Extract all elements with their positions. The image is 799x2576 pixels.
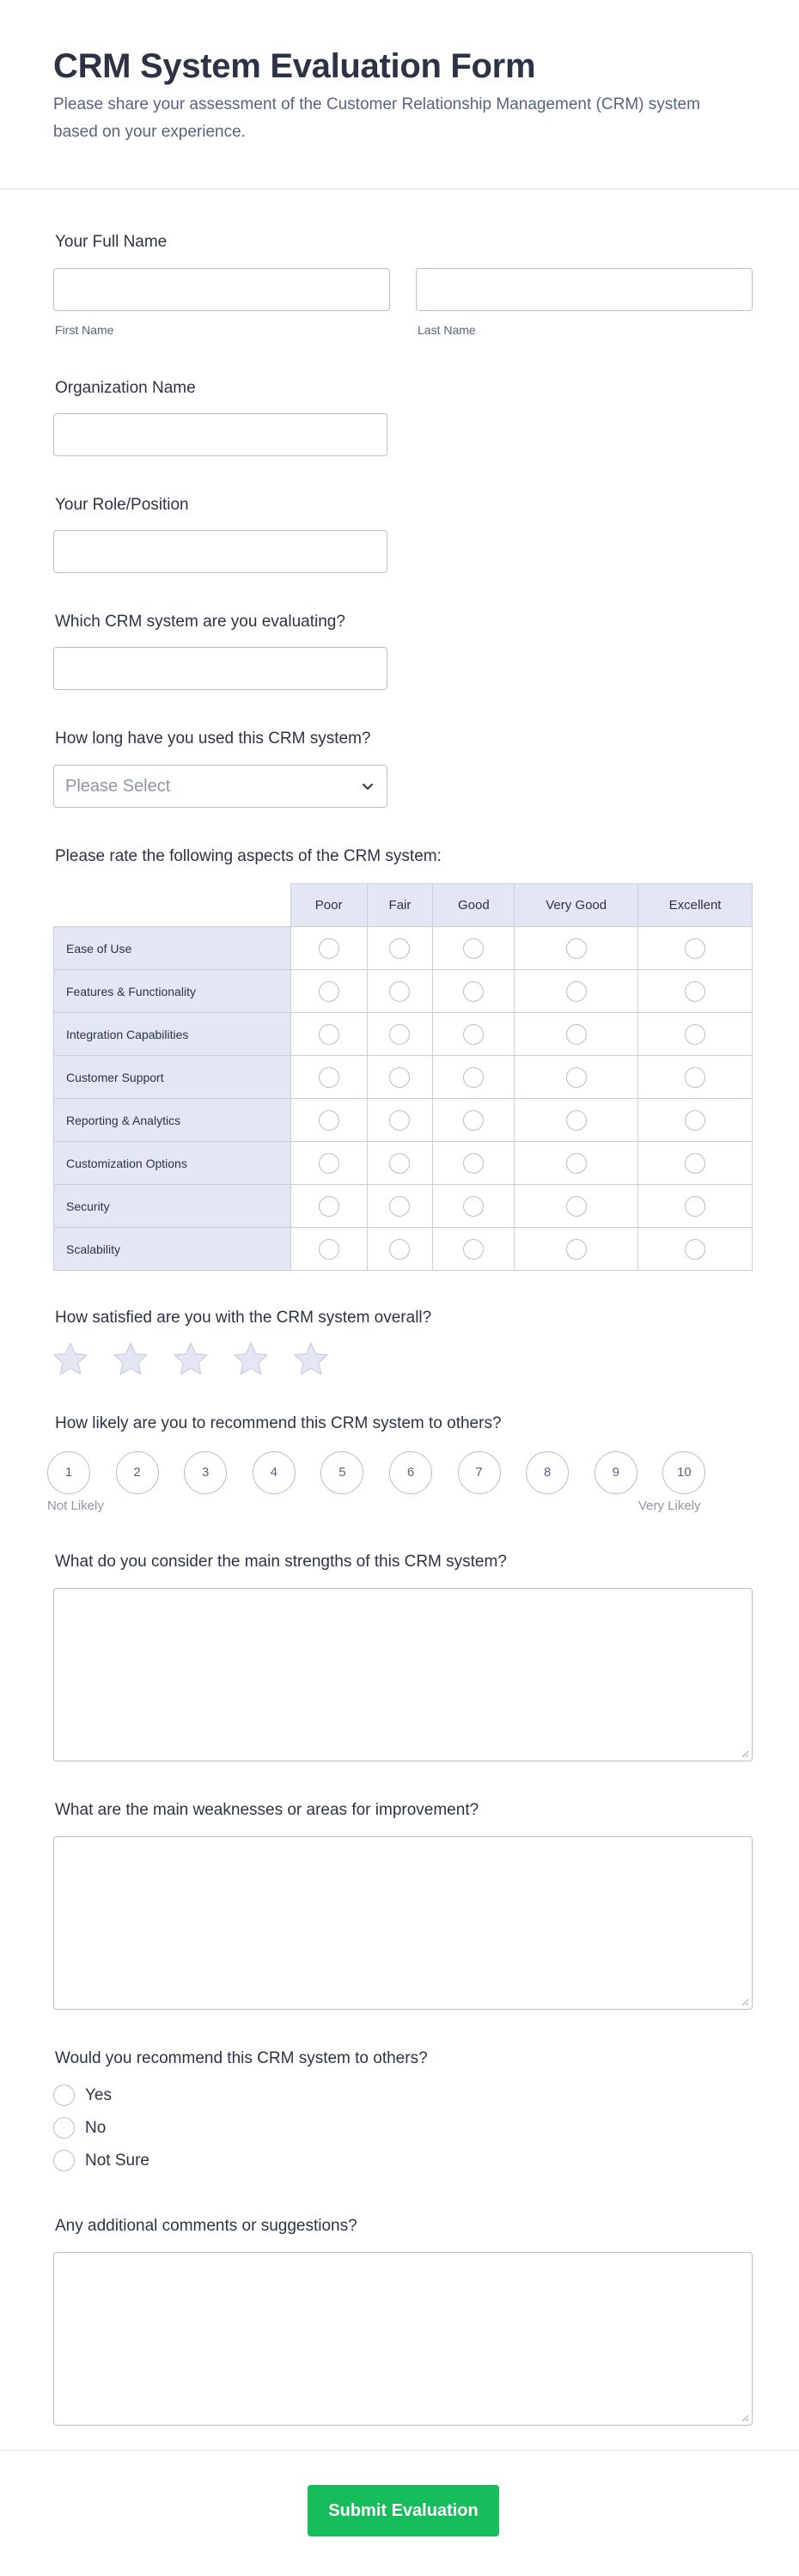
matrix-row-label: Integration Capabilities <box>54 1013 291 1056</box>
matrix-cell <box>638 970 753 1013</box>
matrix-radio[interactable] <box>685 938 705 959</box>
matrix-cell <box>367 970 433 1013</box>
matrix-radio[interactable] <box>463 1196 484 1217</box>
matrix-radio[interactable] <box>463 1239 484 1260</box>
matrix-radio[interactable] <box>463 1067 484 1088</box>
matrix-row <box>54 1185 753 1228</box>
chevron-down-icon <box>359 778 376 795</box>
star-icon[interactable] <box>172 1340 210 1378</box>
matrix-radio[interactable] <box>389 1067 410 1088</box>
first-name-input[interactable] <box>53 268 390 311</box>
matrix-cell <box>433 1056 515 1099</box>
matrix-cell <box>515 1142 638 1185</box>
matrix-col-header: Good <box>433 884 515 927</box>
last-name-input[interactable] <box>416 268 753 311</box>
matrix-cell <box>433 970 515 1013</box>
matrix-cell <box>515 1099 638 1142</box>
matrix-row-label: Security <box>54 1185 291 1228</box>
matrix-radio[interactable] <box>685 1153 705 1174</box>
matrix-radio[interactable] <box>389 1024 410 1045</box>
matrix-radio[interactable] <box>685 1239 705 1260</box>
matrix-cell <box>367 1185 433 1228</box>
matrix-cell <box>638 1185 753 1228</box>
matrix-radio[interactable] <box>389 938 410 959</box>
matrix-row-label: Customer Support <box>54 1056 291 1099</box>
submit-evaluation-button[interactable]: Submit Evaluation <box>308 2485 499 2536</box>
weaknesses-label: What are the main weaknesses or areas for improvement? <box>55 1801 479 1819</box>
matrix-col-header: Fair <box>367 884 433 927</box>
matrix-radio[interactable] <box>319 938 339 959</box>
matrix-radio[interactable] <box>389 981 410 1002</box>
scale-option[interactable]: 7 <box>458 1451 501 1494</box>
matrix-row <box>54 1099 753 1142</box>
resize-handle-icon[interactable] <box>741 2414 749 2422</box>
matrix-radio[interactable] <box>463 1024 484 1045</box>
matrix-cell <box>433 927 515 970</box>
matrix-row <box>54 1142 753 1185</box>
matrix-cell <box>290 970 367 1013</box>
usage-duration-label: How long have you used this CRM system? <box>55 729 371 748</box>
matrix-cell <box>290 1099 367 1142</box>
matrix-radio[interactable] <box>389 1110 410 1131</box>
matrix-radio[interactable] <box>319 1153 339 1174</box>
matrix-cell <box>433 1142 515 1185</box>
matrix-radio[interactable] <box>389 1239 410 1260</box>
recommend-radio[interactable] <box>53 2117 75 2139</box>
matrix-cell <box>433 1013 515 1056</box>
matrix-cell <box>638 1099 753 1142</box>
scale-option[interactable]: 9 <box>595 1451 637 1494</box>
crm-system-label: Which CRM system are you evaluating? <box>55 613 345 631</box>
matrix-radio[interactable] <box>319 1024 339 1045</box>
comments-textarea[interactable] <box>53 2252 753 2426</box>
matrix-cell <box>367 1228 433 1271</box>
matrix-cell <box>515 970 638 1013</box>
matrix-row-label: Customization Options <box>54 1142 291 1185</box>
matrix-row <box>54 1228 753 1271</box>
matrix-radio[interactable] <box>389 1196 410 1217</box>
last-name-sublabel: Last Name <box>418 323 476 337</box>
matrix-row <box>54 927 753 970</box>
matrix-row-label: Features & Functionality <box>54 970 291 1013</box>
matrix-col-header: Excellent <box>638 884 753 927</box>
matrix-cell <box>515 927 638 970</box>
matrix-radio[interactable] <box>566 1239 587 1260</box>
matrix-radio[interactable] <box>685 1067 705 1088</box>
matrix-radio[interactable] <box>566 938 587 959</box>
full-name-label: Your Full Name <box>55 233 168 251</box>
matrix-cell <box>433 1228 515 1271</box>
matrix-cell <box>515 1056 638 1099</box>
matrix-cell <box>290 1185 367 1228</box>
star-icon[interactable] <box>112 1340 149 1378</box>
form-header <box>0 0 799 189</box>
resize-handle-icon[interactable] <box>741 1749 749 1758</box>
matrix-radio[interactable] <box>319 1196 339 1217</box>
scale-option[interactable]: 6 <box>389 1451 432 1494</box>
rating-matrix <box>53 883 753 1271</box>
form-body <box>0 190 799 2450</box>
satisfaction-label: How satisfied are you with the CRM system overall? <box>55 1309 432 1327</box>
matrix-row <box>54 970 753 1013</box>
matrix-radio[interactable] <box>463 981 484 1002</box>
matrix-cell <box>638 1228 753 1271</box>
scale-option[interactable]: 5 <box>320 1451 363 1494</box>
usage-duration-placeholder: Please Select <box>65 777 171 796</box>
matrix-cell <box>515 1013 638 1056</box>
matrix-radio[interactable] <box>566 1196 587 1217</box>
matrix-cell <box>638 927 753 970</box>
matrix-radio[interactable] <box>319 1067 339 1088</box>
star-icon[interactable] <box>292 1340 330 1378</box>
recommend-radio[interactable] <box>53 2150 75 2171</box>
matrix-row-label: Ease of Use <box>54 927 291 970</box>
scale-option[interactable]: 1 <box>47 1451 90 1494</box>
scale-min-caption: Not Likely <box>47 1499 104 1513</box>
recommend-option-label: Not Sure <box>85 2152 149 2170</box>
organization-label: Organization Name <box>55 379 196 397</box>
matrix-row <box>54 1013 753 1056</box>
matrix-row <box>54 1056 753 1099</box>
matrix-radio[interactable] <box>566 1067 587 1088</box>
matrix-cell <box>367 927 433 970</box>
matrix-radio[interactable] <box>566 1110 587 1131</box>
star-icon[interactable] <box>52 1340 89 1378</box>
matrix-body <box>54 927 753 1271</box>
matrix-radio[interactable] <box>685 1196 705 1217</box>
form-title: CRM System Evaluation Form <box>53 47 536 85</box>
matrix-radio[interactable] <box>566 981 587 1002</box>
resize-handle-icon[interactable] <box>741 1998 749 2006</box>
matrix-row-label: Scalability <box>54 1228 291 1271</box>
comments-label: Any additional comments or suggestions? <box>55 2217 357 2235</box>
star-icon[interactable] <box>232 1340 270 1378</box>
matrix-cell <box>290 1228 367 1271</box>
matrix-cell <box>638 1142 753 1185</box>
scale-option[interactable]: 10 <box>662 1451 705 1494</box>
weaknesses-textarea[interactable] <box>53 1836 753 2010</box>
strengths-label: What do you consider the main strengths of this CRM system? <box>55 1553 507 1571</box>
would-recommend-label: Would you recommend this CRM system to others? <box>55 2049 428 2067</box>
matrix-radio[interactable] <box>463 1153 484 1174</box>
recommend-scale-label: How likely are you to recommend this CRM system to others? <box>55 1414 502 1432</box>
matrix-corner <box>54 884 291 927</box>
matrix-radio[interactable] <box>685 1024 705 1045</box>
matrix-radio[interactable] <box>566 1024 587 1045</box>
matrix-cell <box>433 1185 515 1228</box>
recommend-option-label: Yes <box>85 2086 112 2104</box>
matrix-cell <box>638 1056 753 1099</box>
matrix-cell <box>638 1013 753 1056</box>
matrix-header-row <box>54 884 753 927</box>
matrix-cell <box>367 1056 433 1099</box>
matrix-radio[interactable] <box>685 981 705 1002</box>
usage-duration-select[interactable] <box>53 765 387 808</box>
matrix-cell <box>290 1013 367 1056</box>
scale-option[interactable]: 8 <box>526 1451 569 1494</box>
crm-system-input[interactable] <box>53 647 387 690</box>
recommend-option-label: No <box>85 2119 107 2137</box>
matrix-col-header: Poor <box>290 884 367 927</box>
scale-option[interactable]: 3 <box>184 1451 227 1494</box>
strengths-textarea[interactable] <box>53 1588 753 1761</box>
role-input[interactable] <box>53 530 387 573</box>
form-footer <box>0 2450 799 2576</box>
matrix-cell <box>290 1142 367 1185</box>
matrix-cell <box>367 1099 433 1142</box>
matrix-radio[interactable] <box>319 981 339 1002</box>
rating-matrix-label: Please rate the following aspects of the CRM system: <box>55 847 442 865</box>
matrix-cell <box>290 1056 367 1099</box>
matrix-radio[interactable] <box>463 938 484 959</box>
first-name-sublabel: First Name <box>55 323 114 337</box>
organization-input[interactable] <box>53 413 387 456</box>
scale-max-caption: Very Likely <box>638 1499 701 1513</box>
matrix-radio[interactable] <box>463 1110 484 1131</box>
matrix-cell <box>367 1013 433 1056</box>
matrix-cell <box>367 1142 433 1185</box>
matrix-radio[interactable] <box>685 1110 705 1131</box>
role-label: Your Role/Position <box>55 496 189 514</box>
matrix-cell <box>290 927 367 970</box>
form-subtitle: Please share your assessment of the Customer Relationship Management (CRM) system based on your experience. <box>53 95 700 141</box>
scale-option[interactable]: 2 <box>116 1451 159 1494</box>
matrix-col-header: Very Good <box>515 884 638 927</box>
matrix-radio[interactable] <box>389 1153 410 1174</box>
scale-option[interactable]: 4 <box>253 1451 296 1494</box>
matrix-cell <box>515 1228 638 1271</box>
matrix-radio[interactable] <box>566 1153 587 1174</box>
matrix-cell <box>433 1099 515 1142</box>
matrix-radio[interactable] <box>319 1110 339 1131</box>
recommend-radio[interactable] <box>53 2085 75 2106</box>
matrix-cell <box>515 1185 638 1228</box>
matrix-radio[interactable] <box>319 1239 339 1260</box>
matrix-row-label: Reporting & Analytics <box>54 1099 291 1142</box>
